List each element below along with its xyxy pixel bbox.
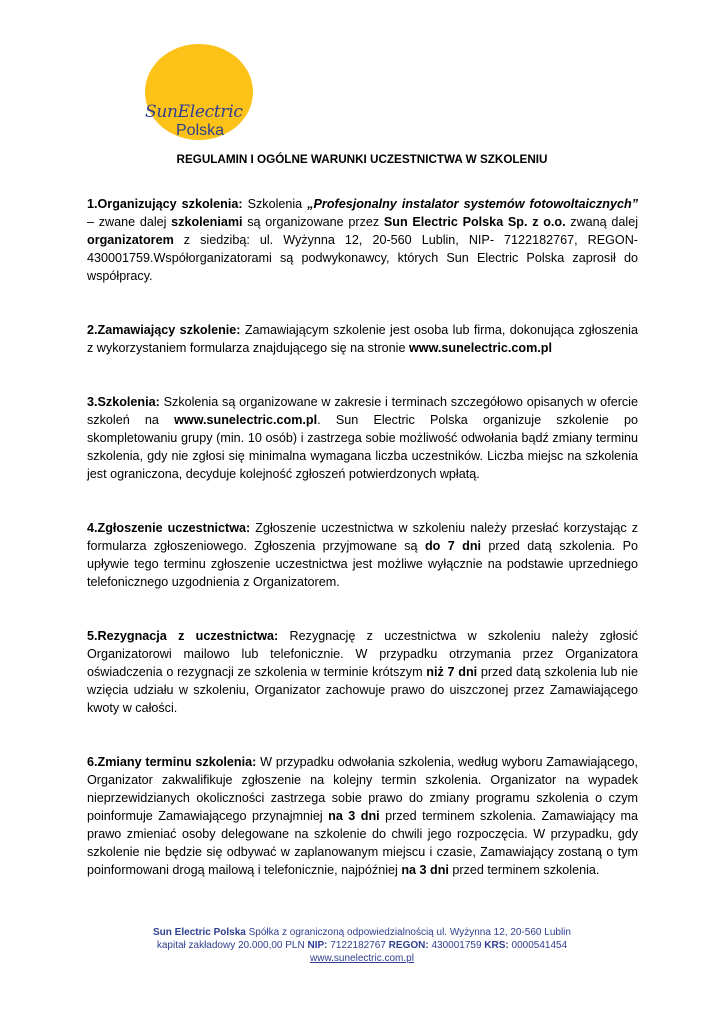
logo-sub-text: Polska (176, 122, 225, 139)
section-registration: 4.Zgłoszenie uczestnictwa: Zgłoszenie uczestnictwa w szkoleniu należy przesłać korzystając z formularza zgłoszeniowego. Zgłoszenia przyjmowane są do 7 dni przed datą szkolenia. Po upływie tego terminu zgłoszenie uczestnictwa jest możliwe wyłącznie na podstawie uprzedniego telefonicznego uzgodnienia z Organizatorem. (87, 521, 638, 589)
page-footer (0, 926, 724, 965)
footer-line-2: kapitał zakładowy 20.000,00 PLN NIP: 7122182767 REGON: 430001759 KRS: 0000541454 (156, 940, 568, 951)
logo-brand-text: SunElectric (145, 102, 243, 122)
website-text: www.sunelectric.com.pl (174, 413, 318, 427)
document-title: REGULAMIN I OGÓLNE WARUNKI UCZESTNICTWA W SZKOLENIU (176, 153, 548, 166)
section-resignation: 5.Rezygnacja z uczestnictwa: Rezygnację z uczestnictwa w szkoleniu należy zgłosić Organizatorowi mailowo lub telefonicznie. W przypadku otrzymania przez Organizatora oświadczenia o rezygnacji ze szkolenia w terminie krótszym niż 7 dni przed datą szkolenia lub nie wzięcia udziału w szkoleniu, Organizator zachowuje prawo do uiszczonej przez Zamawiającego kwoty w całości. (87, 629, 638, 715)
section-heading: 1.Organizujący szkolenia: (87, 197, 243, 211)
section-heading: 2.Zamawiający szkolenie: (87, 323, 241, 337)
section-organizer: 1.Organizujący szkolenia: Szkolenia „Profesjonalny instalator systemów fotowoltaicznych” – zwane dalej szkoleniami są organizowane przez Sun Electric Polska Sp. z o.o. zwaną dalej organizatorem z siedzibą: ul. Wyżynna 12, 20-560 Lublin, NIP- 7122182767, REGON- 430001759.Współorganizatorami są podwykonawcy, których Sun Electric Polska zaprosił do współpracy. (87, 197, 638, 283)
section-trainings: 3.Szkolenia: Szkolenia są organizowane w zakresie i terminach szczegółowo opisanych w ofercie szkoleń na www.sunelectric.com.pl. Sun Electric Polska organizuje szkolenie po skompletowaniu grupy (min. 10 osób) i zastrzega sobie możliwość odwołania bądź zmiany terminu szkolenia, gdy nie zgłosi się minimalna wymagana liczba uczestników. Liczba miejsc na szkolenia jest ograniczona, decyduje kolejność zgłoszeń potwierdzonych wpłatą. (87, 395, 638, 481)
training-name: „Profesjonalny instalator systemów fotowoltaicznych” (307, 197, 638, 211)
section-date-changes: 6.Zmiany terminu szkolenia: W przypadku odwołania szkolenia, według wyboru Zamawiającego, Organizator zakwalifikuje zgłoszenie na kolejny termin szkolenia. Organizator na wypadek nieprzewidzianych okoliczności zastrzega sobie prawo do zmiany programu szkolenia o czym poinformuje Zamawiającego przynajmniej na 3 dni przed terminem szkolenia. Zamawiający ma prawo zmieniać osoby delegowane na szkolenie do chwili jego rozpoczęcia. W przypadku, gdy szkolenie nie będzie się odbywać w zaplanowanym miejscu i czasie, Zamawiający zostaną o tym poinformowani drogą mailową i telefonicznie, najpóźniej na 3 dni przed terminem szkolenia. (87, 755, 638, 877)
footer-website-link[interactable]: www.sunelectric.com.pl (310, 953, 414, 964)
company-name: Sun Electric Polska Sp. z o.o. (383, 215, 566, 229)
website-text: www.sunelectric.com.pl (408, 341, 552, 355)
section-heading: 3.Szkolenia: (87, 395, 160, 409)
section-heading: 4.Zgłoszenie uczestnictwa: (87, 521, 251, 535)
footer-line-1: Sun Electric Polska Spółka z ograniczoną odpowiedzialnością ul. Wyżynna 12, 20-560 Lublin (153, 927, 571, 938)
company-logo (143, 44, 255, 148)
section-ordering-party: 2.Zamawiający szkolenie: Zamawiającym szkolenie jest osoba lub firma, dokonująca zgłoszenia z wykorzystaniem formularza znajdującego się na stronie www.sunelectric.com.pl (87, 323, 638, 355)
footer-company: Sun Electric Polska (153, 927, 246, 938)
section-heading: 6.Zmiany terminu szkolenia: (87, 755, 257, 769)
section-heading: 5.Rezygnacja z uczestnictwa: (87, 629, 279, 643)
footer-line-3 (0, 952, 724, 965)
